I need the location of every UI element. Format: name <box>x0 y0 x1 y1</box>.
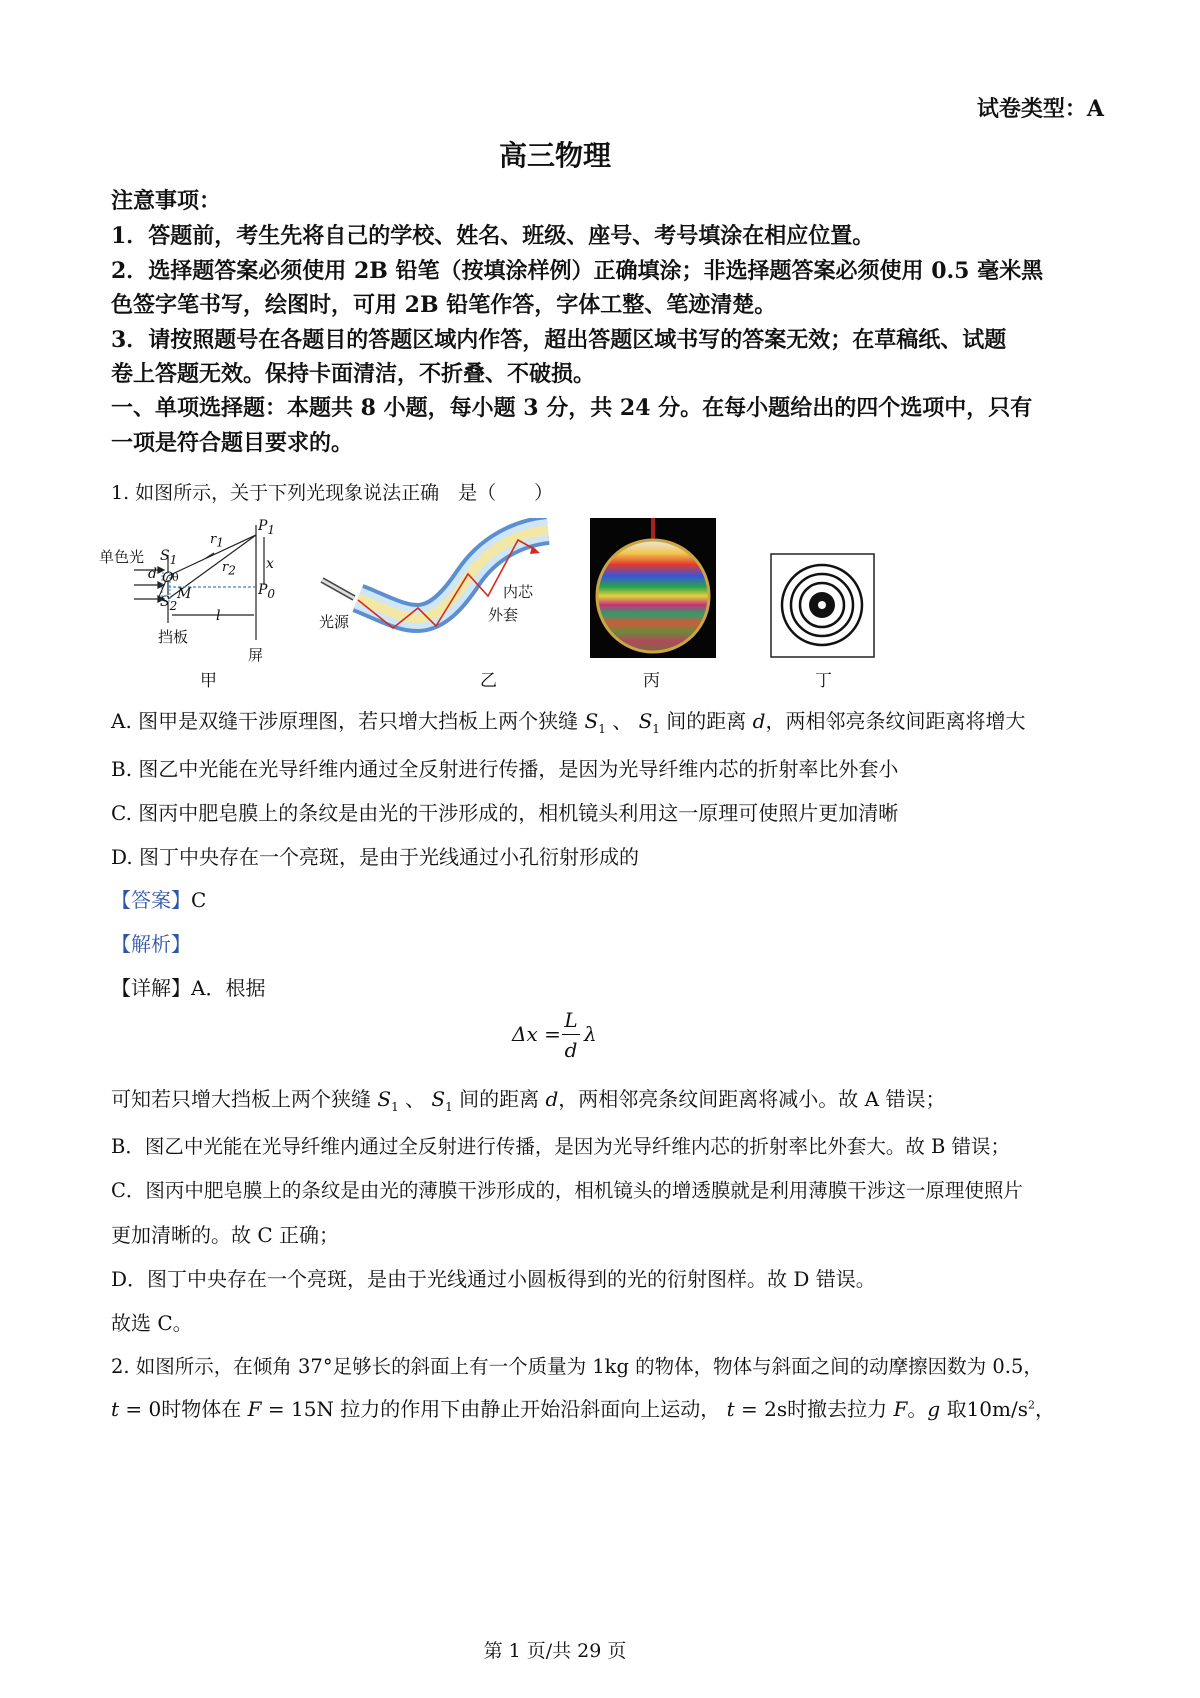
note-2: 2．选择题答案必须使用 2B 铅笔（按填涂样例）正确填涂；非选择题答案必须使用 0.5 毫米黑 <box>111 258 1044 284</box>
jia-screen-label: 屏 <box>248 646 264 664</box>
jia-s1-label: $S_1$ <box>160 548 178 567</box>
exp-c1: C．图丙中肥皂膜上的条纹是由光的薄膜干涉形成的，相机镜头的增透膜就是利用薄膜干涉这一原理使照片 <box>111 1179 1023 1202</box>
jia-d-label: d <box>148 566 157 582</box>
jia-p0-label: $P_0$ <box>258 582 276 601</box>
figure-bing <box>590 518 716 658</box>
yi-caption: 乙 <box>480 671 497 691</box>
q2-line2: t = 0时物体在 F = 15N 拉力的作用下由静止开始沿斜面向上运动， t = 2s时撤去拉力 F。g 取$10m/s^2$， <box>111 1397 1055 1421</box>
jia-p1-label: $P_1$ <box>258 518 276 537</box>
option-a: A. 图甲是双缝干涉原理图，若只增大挡板上两个狭缝 $S_1$ 、 $S_1$ 间的距离 d，两相邻亮条纹间距离将增大 <box>111 709 1026 736</box>
bing-caption: 丙 <box>643 671 660 691</box>
jia-x-label: x <box>266 556 274 572</box>
note-3b: 卷上答题无效。保持卡面清洁，不折叠、不破损。 <box>111 361 596 387</box>
jia-baffle-label: 挡板 <box>158 628 189 646</box>
option-b: B. 图乙中光能在光导纤维内通过全反射进行传播，是因为光导纤维内芯的折射率比外套小 <box>111 757 899 781</box>
option-d: D. 图丁中央存在一个亮斑，是由于光线通过小孔衍射形成的 <box>111 845 640 869</box>
figure-ding <box>770 553 875 658</box>
yi-cladding-label: 外套 <box>488 606 519 624</box>
figure-jia <box>106 515 306 680</box>
jia-o-label: O <box>162 570 174 586</box>
jia-l-label: l <box>216 608 221 624</box>
jia-s2-label: $S_2$ <box>160 594 178 613</box>
note-2b: 色签字笔书写，绘图时，可用 2B 铅笔作答，字体工整、笔迹清楚。 <box>111 292 777 318</box>
answer-line: 【答案】C <box>111 888 207 912</box>
jia-r1-label: $r_1$ <box>210 532 224 550</box>
q2-line1: 2. 如图所示，在倾角 37°足够长的斜面上有一个质量为 1kg 的物体，物体与斜面之间的动摩擦因数为 0.5， <box>111 1355 1043 1378</box>
jia-r2-label: $r_2$ <box>222 560 236 578</box>
yi-source-label: 光源 <box>319 613 350 631</box>
detail-line: 【详解】A．根据 <box>111 976 266 1000</box>
jia-caption: 甲 <box>200 671 217 691</box>
conclusion: 故选 C。 <box>111 1311 193 1335</box>
option-c: C. 图丙中肥皂膜上的条纹是由光的干涉形成的，相机镜头利用这一原理可使照片更加清晰 <box>111 801 899 825</box>
yi-core-label: 内芯 <box>503 583 534 601</box>
paper-type: 试卷类型：A <box>976 96 1104 122</box>
exp-c2: 更加清晰的。故 C 正确； <box>111 1223 340 1247</box>
exp-b: B．图乙中光能在光导纤维内通过全反射进行传播，是因为光导纤维内芯的折射率比外套大。故 B 错误； <box>111 1135 1011 1158</box>
q1-stem: 1. 如图所示，关于下列光现象说法正确 是（ ） <box>111 482 554 504</box>
page-title: 高三物理 <box>498 139 611 172</box>
page-footer: 第 1 页/共 29 页 <box>483 1640 627 1662</box>
jia-theta-label: θ <box>172 571 179 584</box>
exp-d: D．图丁中央存在一个亮斑，是由于光线通过小圆板得到的光的衍射图样。故 D 错误。 <box>111 1267 876 1291</box>
section1-line1: 一、单项选择题：本题共 8 小题，每小题 3 分，共 24 分。在每小题给出的四个选项中，只有 <box>111 395 1033 421</box>
section1-line2: 一项是符合题目要求的。 <box>111 430 354 456</box>
ding-caption: 丁 <box>815 671 832 691</box>
analysis-tag: 【解析】 <box>111 932 191 956</box>
exp-a: 可知若只增大挡板上两个狭缝 $S_1$ 、 $S_1$ 间的距离 d，两相邻亮条纹间距离将减小。故 A 错误； <box>111 1087 946 1114</box>
jia-light-label: 单色光 <box>99 548 145 566</box>
note-1: 1．答题前，考生先将自己的学校、姓名、班级、座号、考号填涂在相应位置。 <box>111 223 875 249</box>
notes-heading: 注意事项： <box>111 188 222 214</box>
jia-m-label: M <box>177 586 192 602</box>
note-3: 3．请按照题号在各题目的答题区域内作答，超出答题区域书写的答案无效；在草稿纸、试题 <box>111 327 1007 353</box>
